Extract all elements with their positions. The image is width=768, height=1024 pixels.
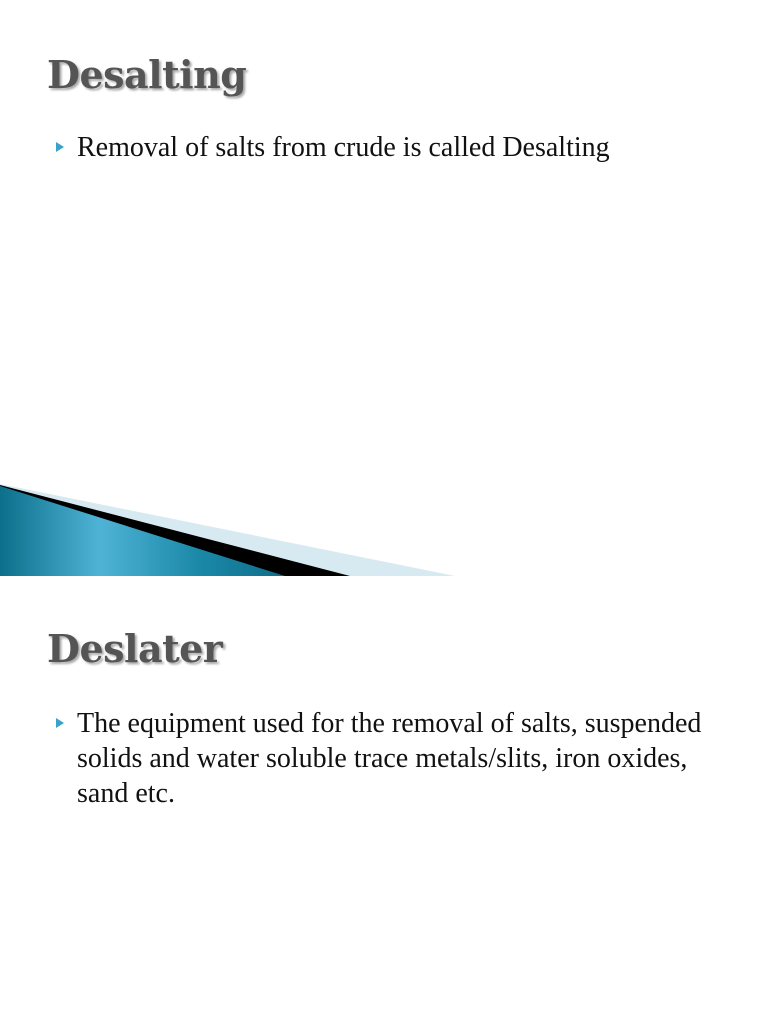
bullet-item	[56, 706, 736, 811]
bullet-text: The equipment used for the removal of salts, suspended solids and water soluble trace metals/slits, iron oxides, sand etc.	[77, 708, 702, 809]
slide-title: Desalting	[47, 52, 247, 97]
bullet-list	[56, 130, 736, 165]
slide-swoosh-decoration	[0, 476, 768, 576]
bullet-text: Removal of salts from crude is called Desalting	[77, 132, 610, 163]
bullet-list	[56, 706, 736, 811]
bullet-item	[56, 130, 736, 165]
slide-deslater	[0, 576, 768, 1024]
slide-title: Deslater	[47, 626, 223, 671]
bullet-triangle-icon	[56, 718, 64, 728]
bullet-triangle-icon	[56, 142, 64, 152]
swoosh-teal-band	[0, 486, 285, 576]
